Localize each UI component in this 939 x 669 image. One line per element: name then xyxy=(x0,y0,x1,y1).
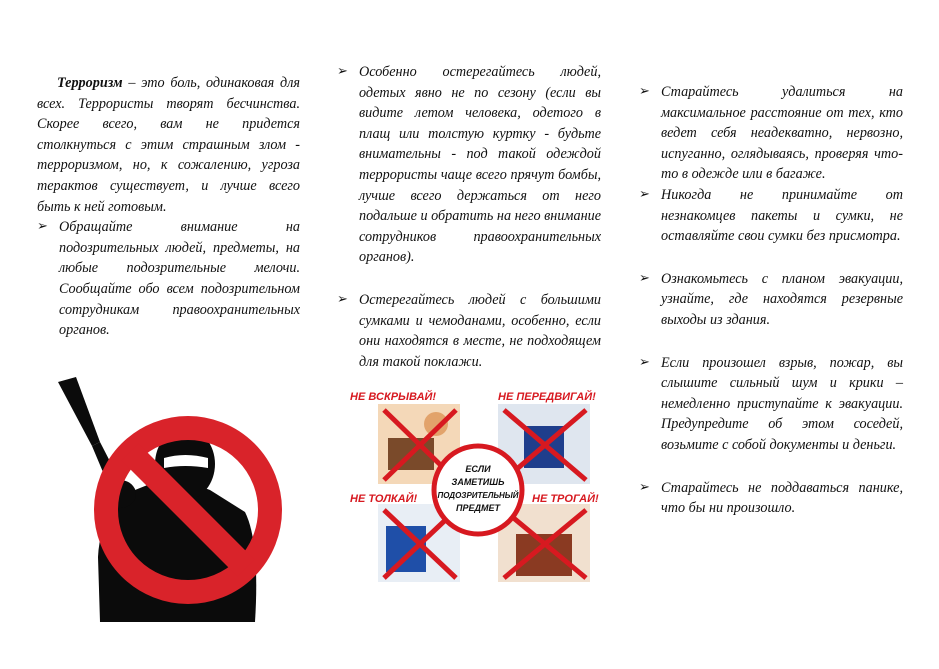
suspicious-object-poster xyxy=(348,386,606,591)
arrow-bullet-icon: ➢ xyxy=(337,291,348,307)
list-item-text: Ознакомьтесь с планом эвакуации, узнайте, где находятся резервные выходы из здания. xyxy=(661,270,903,328)
list-item-text: Если произошел взрыв, пожар, вы слышите сильный шум и крики – немедленно приступайте к эвакуации. Предупредите об этом соседей, возьмите с собой документы и деньги. xyxy=(661,354,903,453)
column-middle xyxy=(337,62,601,372)
list-item xyxy=(639,353,903,456)
arrow-bullet-icon: ➢ xyxy=(639,270,650,286)
arrow-bullet-icon: ➢ xyxy=(639,84,650,99)
list-item xyxy=(337,290,601,372)
poster-center-line: ЗАМЕТИШЬ xyxy=(451,477,505,487)
list-item-text: Старайтесь удалиться на максимальное расстояние от тех, кто ведет себя неадекватно, нервозно, испуганно, оглядываясь, проверяя что-то в одежде или в багаже. xyxy=(661,84,903,183)
bullet-list xyxy=(337,62,601,372)
column-right xyxy=(639,82,903,519)
arrow-bullet-icon: ➢ xyxy=(639,186,650,202)
rifle-barrel xyxy=(58,377,100,446)
intro-text: – это боль, одинаковая для всех. Террористы творят бесчинства. Скорее всего, вам не придется столкнуться с этим страшным злом - терроризмом, но, к сожалению, угроза терактов существует, и лучше всего быть к ней готовым. xyxy=(37,75,300,215)
poster-label-push: НЕ ТОЛКАЙ! xyxy=(350,493,418,505)
list-item xyxy=(337,62,601,268)
poster-center-line: ПОДОЗРИТЕЛЬНЫЙ xyxy=(437,491,519,500)
list-item xyxy=(639,478,903,519)
poster-label-open: НЕ ВСКРЫВАЙ! xyxy=(350,391,437,403)
arrow-bullet-icon: ➢ xyxy=(639,354,650,370)
poster-center-line: ПРЕДМЕТ xyxy=(456,503,500,513)
list-item xyxy=(639,185,903,247)
poster-label-move: НЕ ПЕРЕДВИГАЙ! xyxy=(498,391,596,403)
arrow-bullet-icon: ➢ xyxy=(337,64,348,79)
list-item xyxy=(639,269,903,331)
list-item-text: Никогда не принимайте от незнакомцев пакеты и сумки, не оставляйте свои сумки без присмотра. xyxy=(661,186,903,245)
bullet-list xyxy=(639,82,903,519)
list-item-text: Старайтесь не поддаваться панике, что бы ни произошло. xyxy=(661,479,903,517)
arrow-bullet-icon: ➢ xyxy=(639,479,650,495)
column-left xyxy=(37,73,300,341)
list-item xyxy=(37,217,300,341)
list-item-text: Особенно остерегайтесь людей, одетых явно не по сезону (если вы видите летом человека, одетого в плащ или толстую куртку - будьте внимательны - под такой одеждой террористы чаще всего прячут бомбы, лучше всего держаться от него подальше и обратить на него внимание сотрудников правоохранительных органов). xyxy=(359,64,601,266)
terrorist-prohibited-image xyxy=(40,372,290,622)
arrow-bullet-icon: ➢ xyxy=(37,219,48,235)
poster-label-touch: НЕ ТРОГАЙ! xyxy=(532,493,599,505)
center-circle xyxy=(434,446,522,534)
list-item-text: Обращайте внимание на подозрительных людей, предметы, на любые подозрительные мелочи. Сообщайте обо всем подозрительном сотрудникам правоохранительных органов. xyxy=(59,219,300,339)
list-item xyxy=(639,82,903,185)
intro-paragraph xyxy=(37,73,300,217)
poster-center-line: ЕСЛИ xyxy=(465,464,491,474)
intro-term: Терроризм xyxy=(57,75,123,91)
bullet-list xyxy=(37,217,300,341)
list-item-text: Остерегайтесь людей с большими сумками и чемоданами, особенно, если они находятся в месте, не подходящем для такой поклажи. xyxy=(359,291,601,370)
